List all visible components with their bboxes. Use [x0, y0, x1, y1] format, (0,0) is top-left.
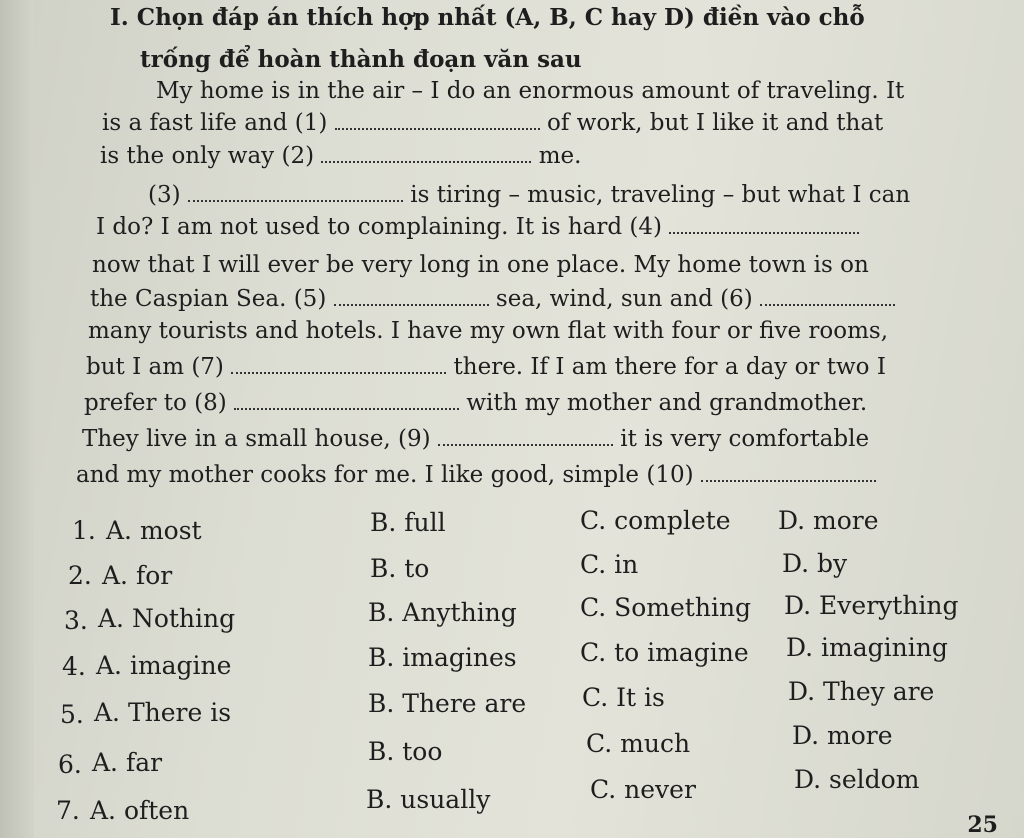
- option-a[interactable]: A. often: [90, 796, 190, 825]
- passage-text: I do? I am not used to complaining. It is hard (4): [96, 214, 662, 240]
- passage-text: sea, wind, sun and (6): [495, 286, 753, 312]
- passage-line-9: [86, 354, 886, 380]
- option-a[interactable]: A. most: [106, 516, 202, 545]
- option-a[interactable]: A. far: [92, 748, 163, 777]
- option-b[interactable]: B. to: [370, 554, 430, 583]
- option-c[interactable]: C. to imagine: [580, 638, 749, 667]
- passage-line-10: [84, 390, 867, 416]
- passage-text: the Caspian Sea. (5): [90, 286, 327, 312]
- option-c[interactable]: C. in: [580, 550, 639, 579]
- passage-line-7: [90, 286, 895, 312]
- passage-line-5: [96, 214, 859, 240]
- option-b[interactable]: B. usually: [366, 785, 491, 814]
- option-d[interactable]: D. more: [792, 721, 893, 750]
- blank-7[interactable]: [231, 358, 446, 374]
- passage-text: My home is in the air – I do an enormous amount of traveling. It: [156, 78, 905, 104]
- option-a[interactable]: A. Nothing: [98, 604, 236, 633]
- worksheet-page: [40, 0, 1024, 838]
- question-number: 4.: [62, 652, 86, 681]
- passage-text: and my mother cooks for me. I like good, simple (10): [76, 462, 694, 488]
- blank-9[interactable]: [438, 430, 613, 446]
- passage-line-3: [100, 143, 581, 169]
- passage-text: is the only way (2): [100, 143, 315, 169]
- instruction-heading-line-2: trống để hoàn thành đoạn văn sau: [140, 46, 582, 73]
- passage-line-4: [148, 182, 910, 208]
- passage-line-12: [76, 462, 876, 488]
- option-d[interactable]: D. more: [778, 506, 879, 535]
- blank-1[interactable]: [335, 114, 540, 130]
- option-b[interactable]: B. Anything: [368, 598, 517, 627]
- passage-text: with my mother and grandmother.: [466, 390, 868, 416]
- blank-5[interactable]: [334, 290, 489, 306]
- option-d[interactable]: D. by: [782, 549, 848, 578]
- passage-text: now that I will ever be very long in one place. My home town is on: [92, 252, 869, 278]
- option-a[interactable]: A. imagine: [96, 651, 232, 680]
- blank-8[interactable]: [234, 394, 459, 410]
- passage-text: many tourists and hotels. I have my own flat with four or five rooms,: [88, 318, 889, 344]
- passage-text: but I am (7): [86, 354, 224, 380]
- passage-text: They live in a small house, (9): [82, 426, 431, 452]
- option-b[interactable]: B. too: [368, 737, 443, 766]
- passage-text: there. If I am there for a day or two I: [453, 354, 886, 380]
- option-d[interactable]: D. Everything: [784, 591, 959, 620]
- question-number: 6.: [58, 750, 82, 779]
- passage-text: it is very comfortable: [620, 426, 870, 452]
- blank-10[interactable]: [701, 466, 876, 482]
- option-a[interactable]: A. for: [102, 561, 173, 590]
- instruction-heading-line-1: I. Chọn đáp án thích hợp nhất (A, B, C hay D) điền vào chỗ: [110, 4, 865, 31]
- question-number: 1.: [72, 516, 96, 545]
- passage-line-6: [92, 252, 869, 278]
- passage-line-8: [88, 318, 888, 344]
- option-b[interactable]: B. There are: [368, 689, 527, 718]
- question-number: 3.: [64, 606, 88, 635]
- option-c[interactable]: C. much: [586, 729, 691, 758]
- blank-6[interactable]: [760, 290, 895, 306]
- passage-text: is a fast life and (1): [102, 110, 328, 136]
- passage-text: (3): [148, 182, 181, 208]
- option-c[interactable]: C. Something: [580, 593, 752, 622]
- question-number: 5.: [60, 700, 84, 729]
- passage-text: is tiring – music, traveling – but what I can: [410, 182, 911, 208]
- passage-text: of work, but I like it and that: [547, 110, 884, 136]
- option-c[interactable]: C. It is: [582, 683, 665, 712]
- page-edge: [0, 0, 34, 838]
- passage-text: me.: [538, 143, 582, 169]
- blank-3[interactable]: [188, 186, 403, 202]
- page-number: 25: [967, 812, 998, 838]
- question-number: 2.: [68, 561, 92, 590]
- option-a[interactable]: A. There is: [94, 698, 232, 727]
- passage-line-11: [82, 426, 869, 452]
- blank-4[interactable]: [669, 218, 859, 234]
- option-c[interactable]: C. never: [590, 775, 696, 804]
- passage-text: prefer to (8): [84, 390, 227, 416]
- option-b[interactable]: B. full: [370, 508, 446, 537]
- blank-2[interactable]: [321, 147, 531, 163]
- option-b[interactable]: B. imagines: [368, 643, 517, 672]
- option-d[interactable]: D. They are: [788, 677, 935, 706]
- option-d[interactable]: D. seldom: [794, 765, 920, 794]
- passage-line-2: [102, 110, 883, 136]
- passage-line-1: [156, 78, 904, 104]
- question-number: 7.: [56, 796, 80, 825]
- option-d[interactable]: D. imagining: [786, 633, 948, 662]
- option-c[interactable]: C. complete: [580, 506, 731, 535]
